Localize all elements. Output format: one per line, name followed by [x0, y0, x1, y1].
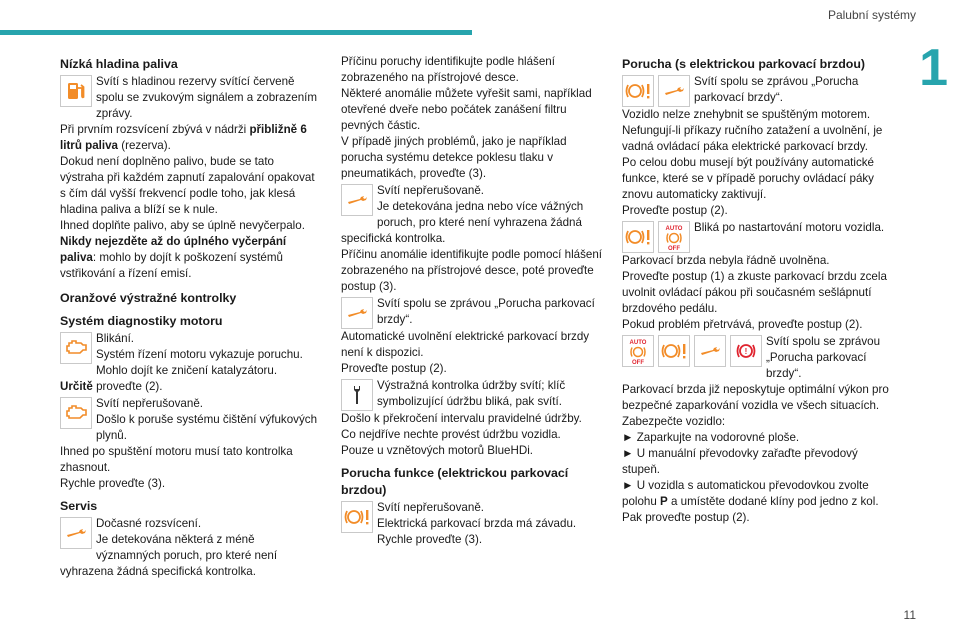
- engine-steady-label: Svítí nepřerušovaně.: [96, 397, 203, 410]
- brake-fault-2-text: Parkovací brzda nebyla řádně uvolněna.: [622, 254, 830, 267]
- brake-fault-3-p2: Zabezpečte vozidlo:: [622, 415, 726, 428]
- service-steady-block: [341, 183, 603, 247]
- service-wrench-icon: [694, 335, 726, 367]
- brake-fault-1-block: [622, 74, 890, 106]
- maintenance-p2: Došlo k překročení intervalu pravidelné údržby.: [341, 412, 582, 425]
- engine-blink-text: Systém řízení motoru vykazuje poruchu. Mohlo dojít ke zničení katalyzátoru.: [96, 348, 303, 377]
- auto-off-top-text: AUTO: [665, 226, 683, 232]
- brake-warning-icon: [622, 75, 654, 107]
- engine-blink-action: Určitě proveďte (2).: [60, 380, 163, 393]
- auto-off-brake-icon: [622, 335, 654, 367]
- service-brake-msg-block: [341, 296, 603, 328]
- brake-malfunction-label: Svítí nepřerušovaně.: [377, 501, 484, 514]
- service-wrench-icon: [60, 517, 92, 549]
- bullet-automatic-gear: ► U vozidla s automatickou převodovkou zvolte polohu P a umístěte dodané klíny pod jedno z kol.: [622, 479, 879, 508]
- column-2: [341, 54, 603, 548]
- brake-fault-3-label: Svítí spolu se zprávou „Porucha parkovací brzdy“.: [766, 335, 881, 380]
- engine-blink-block: [60, 331, 318, 379]
- brake-warning-icon: [658, 335, 690, 367]
- fuel-pump-icon: [60, 75, 92, 107]
- col2-paragraph-3: V případě jiných problémů, jako je například porucha systému detekce poklesu tlaku v pneumatikách, proveďte (3).: [341, 135, 567, 180]
- brake-fault-3-text: Parkovací brzda již neposkytuje optimální výkon pro bezpečné zaparkování vozidla ve všech situacích.: [622, 383, 889, 412]
- engine-blink-label: Blikání.: [96, 332, 135, 345]
- brake-warning-icon: [622, 221, 654, 253]
- column-3: [622, 54, 890, 526]
- brake-malfunction-text: Elektrická parkovací brzda má závadu.: [377, 517, 577, 530]
- engine-steady-p2: Ihned po spuštění motoru musí tato kontrolka zhasnout.: [60, 445, 293, 474]
- heading-low-fuel: Nízká hladina paliva: [60, 57, 178, 71]
- column-1: [60, 54, 318, 580]
- brake-malfunction-block: [341, 500, 603, 532]
- brake-warning-icon: [341, 501, 373, 533]
- engine-steady-block: [60, 396, 318, 444]
- engine-steady-text: Došlo k poruše systému čištění výfukových plynů.: [96, 413, 318, 442]
- brake-fault-1-p3: Proveďte postup (2).: [622, 204, 728, 217]
- maintenance-icon-text: Výstražná kontrolka údržby svítí; klíč symbolizující údržbu bliká, pak svítí.: [377, 379, 566, 408]
- service-steady-text: Je detekována jedna nebo více vážných poruch, pro které není vyhrazena žádná specifická kontrolka.: [341, 200, 584, 245]
- fuel-paragraph-1: Při prvním rozsvícení zbývá v nádrži přibližně 6 litrů paliva (rezerva).: [60, 123, 307, 152]
- col2-paragraph-2: Některé anomálie můžete vyřešit sami, například otevřené dveře nebo počátek zanášení filtru pevných částic.: [341, 87, 592, 132]
- heading-service: Servis: [60, 499, 98, 513]
- engine-steady-p3: Rychle proveďte (3).: [60, 477, 166, 490]
- page-header-title: Palubní systémy: [827, 8, 916, 22]
- heading-orange-warnings: Oranžové výstražné kontrolky: [60, 291, 237, 305]
- brake-fault-2-p2: Proveďte postup (1) a zkuste parkovací brzdu zcela uvolnit ovládací pákou při současném sešlápnutí brzdového pedálu.: [622, 270, 887, 315]
- brake-malfunction-p2: Rychle proveďte (3).: [377, 533, 483, 546]
- page-number: 11: [903, 608, 916, 622]
- fuel-warning-block: [60, 74, 318, 122]
- brake-fault-3-p3: Pak proveďte postup (2).: [622, 511, 750, 524]
- fuel-paragraph-3: Ihned doplňte palivo, aby se úplně nevyčerpalo.: [60, 219, 305, 232]
- service-steady-p2: Příčinu anomálie identifikujte podle pomocí hlášení zobrazeného na přístrojové desce, poté proveďte postup (3).: [341, 248, 603, 293]
- fuel-paragraph-2: Dokud není doplněno palivo, bude se tato výstraha při každém zapnutí zapalování opakovat s čím dál vyšší frekvencí podle toho, jak klesá hladina paliva a blíží se k nule.: [60, 155, 315, 216]
- bullet-level-surface: ► Zaparkujte na vodorovné ploše.: [622, 431, 800, 444]
- col2-paragraph-1: Příčinu poruchy identifikujte podle hlášení zobrazeného na přístrojové desce.: [341, 55, 555, 84]
- service-brake-msg-label: Svítí spolu se zprávou „Porucha parkovací brzdy“.: [377, 297, 595, 326]
- brake-fault-2-p3: Pokud problém přetrvává, proveďte postup (2).: [622, 318, 863, 331]
- service-temp-text: Je detekována některá z méně významných poruch, pro které není vyhrazena žádná specifická kontrolka.: [60, 533, 278, 578]
- auto-off-brake-icon: [658, 221, 690, 253]
- auto-off-top-text: AUTO: [629, 340, 647, 346]
- brake-fault-1-p2: Po celou dobu musejí být používány automatické funkce, které se v případě poruchy ovládací páky znovu automaticky zaktivují.: [622, 156, 874, 201]
- brake-fault-2-label: Bliká po nastartování motoru vozidla.: [694, 221, 885, 234]
- brake-fault-3-block: [622, 334, 890, 382]
- service-wrench-icon: [341, 184, 373, 216]
- brake-fault-1-label: Svítí spolu se zprávou „Porucha parkovací brzdy“.: [694, 75, 859, 104]
- fuel-icon-description: Svítí s hladinou rezervy svítící červeně spolu se zvukovým signálem a zobrazením zprávy.: [96, 75, 318, 120]
- brake-fault-2-block: [622, 220, 890, 251]
- maintenance-block: [341, 378, 603, 410]
- engine-check-icon: [60, 397, 92, 429]
- service-wrench-icon: [341, 297, 373, 329]
- maintenance-wrench-icon: [341, 379, 373, 411]
- maintenance-p3: Co nejdříve nechte provést údržbu vozidla.: [341, 428, 561, 441]
- brake-fault-1-text: Vozidlo nelze znehybnit se spuštěným motorem. Nefungují-li příkazy ručního zatažení a uvolnění, je vadná ovládací páka elektrické parkovací brzdy.: [622, 108, 883, 153]
- header-accent-bar: [0, 30, 472, 35]
- service-brake-msg-text: Automatické uvolnění elektrické parkovací brzdy není k dispozici.: [341, 330, 590, 359]
- heading-engine-diagnostics: Systém diagnostiky motoru: [60, 314, 223, 328]
- maintenance-p4: Pouze u vznětových motorů BlueHDi.: [341, 444, 534, 457]
- service-temp-block: [60, 516, 318, 580]
- svg-text:!: !: [744, 347, 748, 356]
- service-wrench-icon: [658, 75, 690, 107]
- heading-brake-fault: Porucha (s elektrickou parkovací brzdou): [622, 57, 866, 71]
- auto-off-bottom-text: OFF: [668, 246, 680, 251]
- bullet-manual-gear: ► U manuální převodovky zařaďte převodový stupeň.: [622, 447, 858, 476]
- service-steady-label: Svítí nepřerušovaně.: [377, 184, 484, 197]
- fuel-paragraph-4: Nikdy nejezděte až do úplného vyčerpání paliva: mohlo by dojít k poškození systémů vstřikování a řízení emisí.: [60, 235, 287, 280]
- engine-check-icon: [60, 332, 92, 364]
- chapter-number: 1: [919, 39, 948, 97]
- service-brake-msg-p2: Proveďte postup (2).: [341, 362, 447, 375]
- heading-brake-malfunction: Porucha funkce (elektrickou parkovací brzdou): [341, 466, 569, 497]
- red-brake-icon: [730, 335, 762, 367]
- service-temp-label: Dočasné rozsvícení.: [96, 517, 202, 530]
- auto-off-bottom-text: OFF: [632, 360, 644, 365]
